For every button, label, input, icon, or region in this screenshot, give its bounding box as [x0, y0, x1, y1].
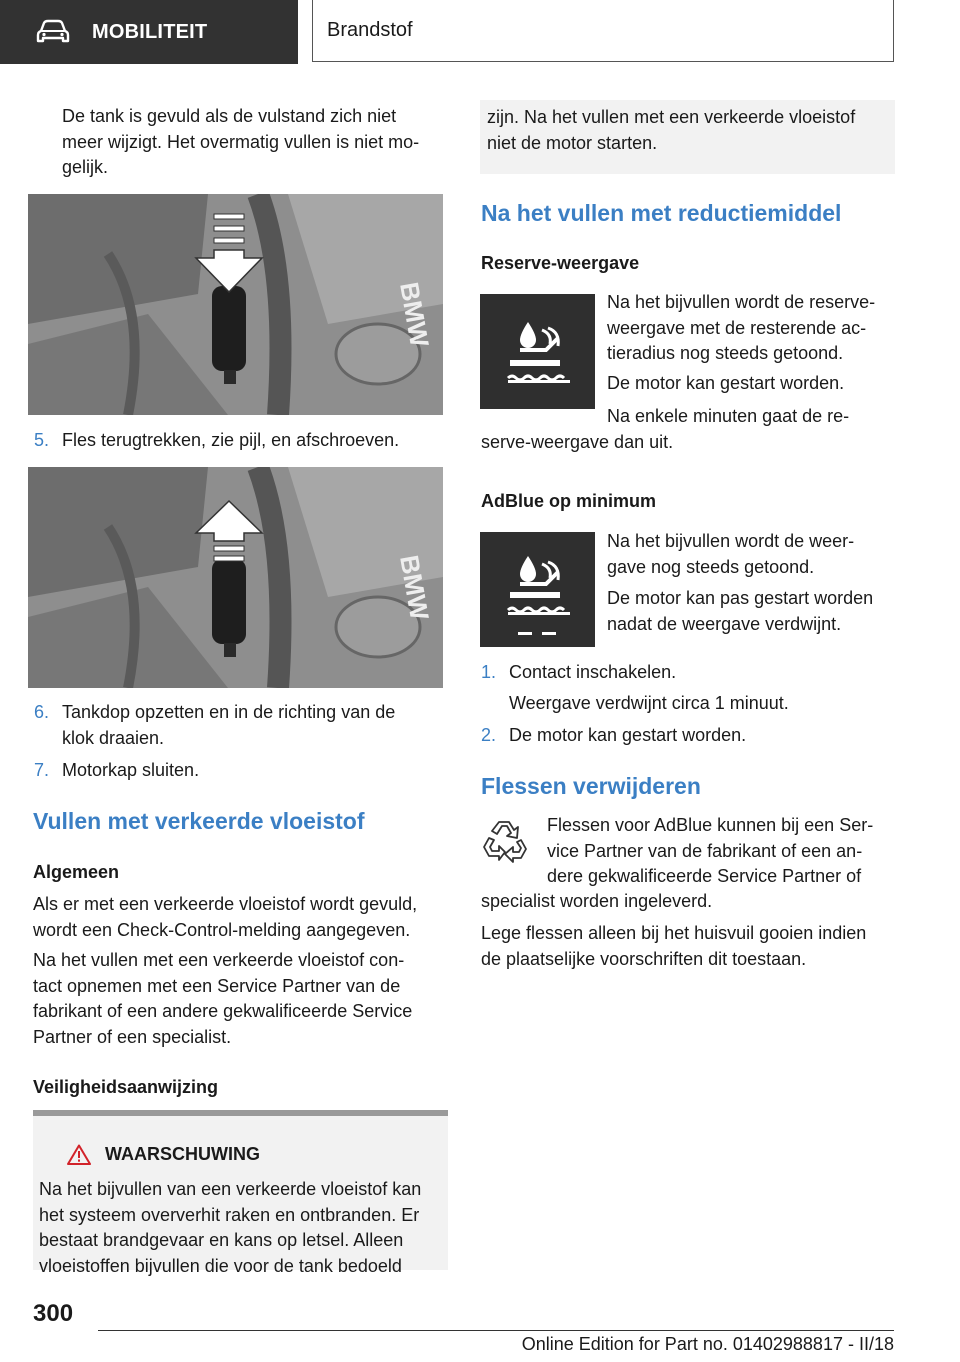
footer-divider [98, 1330, 894, 1331]
warning-continuation: zijn. Na het vullen met een verkeerde vloeistof niet de motor starten. [480, 100, 895, 174]
heading-dispose-bottles: Flessen verwijderen [481, 773, 701, 799]
paragraph-service: Na het vullen met een verkeerde vloeistof con- tact opnemen met een Service Partner van de fabrikant of een andere gekwalificeerde Service Partner of een specialist. [33, 950, 413, 1047]
dispose-text-2: Lege flessen alleen bij het huisvuil gooien indien de plaatselijke voorschriften dit toestaan. [481, 923, 867, 969]
subheading-reserve: Reserve-weergave [481, 253, 640, 273]
warning-box: WAARSCHUWING Na het bijvullen van een verkeerde vloeistof kan het systeem oververhit raken en ontbranden. Er bestaat brandgevaar en kans op letsel. Alleen vloeistoffen bijvullen die voor de tank bedoeld [33, 1110, 448, 1270]
step-7: 7. Motorkap sluiten. [34, 760, 200, 780]
adblue-minimum-icon [480, 532, 595, 647]
header-chapter [312, 0, 894, 62]
car-icon [36, 19, 70, 45]
adblue-reserve-icon [480, 294, 595, 409]
reserve-text-3a: Na enkele minuten gaat de re- [607, 406, 850, 426]
minimum-text-1: Na het bijvullen wordt de weer- gave nog steeds getoond. [607, 531, 855, 577]
adblue-reserve-indicator [480, 294, 595, 409]
dispose-text-1: Flessen voor AdBlue kunnen bij een Ser- vice Partner van de fabrikant of een an- dere gekwalificeerde Service Partner of [547, 815, 874, 886]
adblue-minimum-indicator [480, 532, 595, 647]
minimum-text-2: De motor kan pas gestart worden nadat de weergave verdwijnt. [607, 588, 874, 634]
bmw-lettering: BMW [394, 279, 435, 350]
reserve-text-2: De motor kan gestart worden. [607, 373, 845, 393]
header-section-tab [0, 0, 298, 64]
edition-info: Online Edition for Part no. 01402988817 - II/18 [521, 1334, 894, 1354]
heading-wrong-fluid: Vullen met verkeerde vloeistof [33, 808, 365, 834]
warning-triangle-icon [67, 1144, 91, 1165]
heading-after-filling: Na het vullen met reductiemiddel [481, 200, 842, 226]
section-title: MOBILITEIT [92, 20, 208, 43]
subheading-safety: Veiligheidsaanwijzing [33, 1077, 219, 1097]
step-2: 2. De motor kan gestart worden. [481, 725, 747, 745]
dispose-text-1b: specialist worden ingeleverd. [481, 891, 713, 911]
step-1: 1. Contact inschakelen. Weergave verdwijnt circa 1 minuut. [481, 662, 789, 713]
subheading-adblue-minimum: AdBlue op minimum [481, 491, 656, 511]
intro-text: De tank is gevuld als de vulstand zich niet meer wijzigt. Het overmatig vullen is niet mo- gelijk. [62, 106, 420, 177]
step-5: 5. Fles terugtrekken, zie pijl, en afschroeven. [34, 430, 400, 450]
step-6: 6. Tankdop opzetten en in de richting van de klok draaien. [34, 702, 396, 748]
warning-title: WAARSCHUWING [105, 1144, 260, 1164]
page-number: 300 [33, 1300, 74, 1327]
engine-photo-insert [28, 194, 443, 415]
chapter-title: Brandstof [327, 19, 413, 41]
reserve-text-3b: serve-weergave dan uit. [481, 432, 674, 452]
paragraph-general: Als er met een verkeerde vloeistof wordt gevuld, wordt een Check-Control-melding aangegeven. [33, 894, 418, 940]
recycle-icon [481, 816, 531, 866]
engine-photo-remove [28, 467, 443, 688]
reserve-text-1: Na het bijvullen wordt de reserve- weergave met de resterende ac- tieradius nog steeds getoond. [607, 292, 876, 363]
bmw-lettering: BMW [394, 552, 435, 623]
subheading-general: Algemeen [33, 862, 120, 882]
